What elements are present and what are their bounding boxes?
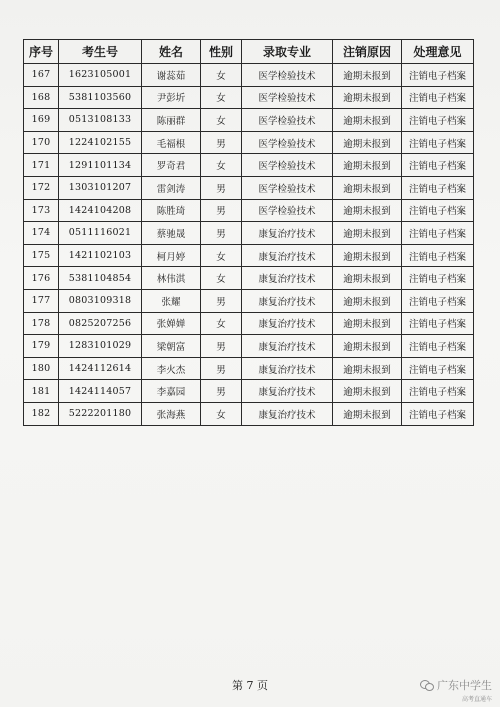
- header-cell-name: 姓名: [142, 40, 201, 64]
- cell-reason: 逾期未报到: [333, 154, 402, 177]
- cell-name: 张婵婵: [142, 312, 201, 335]
- cell-reason: 逾期未报到: [333, 199, 402, 222]
- cell-reason: 逾期未报到: [333, 380, 402, 403]
- cell-action: 注销电子档案: [402, 357, 474, 380]
- cell-gender: 男: [201, 335, 242, 358]
- cell-gender: 男: [201, 199, 242, 222]
- cell-reason: 逾期未报到: [333, 267, 402, 290]
- cell-exam-id: 5222201180: [59, 402, 142, 425]
- cell-name: 李火杰: [142, 357, 201, 380]
- watermark-name: 广东中学生: [437, 679, 492, 692]
- cell-exam-id: 1303101207: [59, 176, 142, 199]
- cell-exam-id: 0825207256: [59, 312, 142, 335]
- cell-exam-id: 0803109318: [59, 289, 142, 312]
- cell-action: 注销电子档案: [402, 380, 474, 403]
- cell-gender: 女: [201, 86, 242, 109]
- cell-major: 医学检验技术: [242, 154, 333, 177]
- cell-name: 谢蕊茹: [142, 64, 201, 87]
- header-row: [24, 40, 474, 64]
- cell-reason: 逾期未报到: [333, 176, 402, 199]
- cell-gender: 男: [201, 357, 242, 380]
- table-row: [24, 176, 474, 199]
- table-row: [24, 267, 474, 290]
- cell-action: 注销电子档案: [402, 289, 474, 312]
- cell-seq: 175: [24, 244, 59, 267]
- table-row: [24, 312, 474, 335]
- table-row: [24, 86, 474, 109]
- cell-exam-id: 5381104854: [59, 267, 142, 290]
- cell-action: 注销电子档案: [402, 109, 474, 132]
- cell-major: 医学检验技术: [242, 86, 333, 109]
- wechat-icon: [420, 680, 434, 691]
- cell-name: 陈丽群: [142, 109, 201, 132]
- cell-action: 注销电子档案: [402, 222, 474, 245]
- cell-action: 注销电子档案: [402, 199, 474, 222]
- cell-major: 康复治疗技术: [242, 222, 333, 245]
- cell-exam-id: 1424114057: [59, 380, 142, 403]
- cell-seq: 178: [24, 312, 59, 335]
- cell-name: 陈胜琦: [142, 199, 201, 222]
- table-row: [24, 199, 474, 222]
- cell-gender: 男: [201, 380, 242, 403]
- cell-gender: 女: [201, 154, 242, 177]
- cell-major: 康复治疗技术: [242, 402, 333, 425]
- cell-major: 康复治疗技术: [242, 357, 333, 380]
- table-row: [24, 154, 474, 177]
- table-row: [24, 289, 474, 312]
- table-row: [24, 357, 474, 380]
- cell-action: 注销电子档案: [402, 335, 474, 358]
- cell-reason: 逾期未报到: [333, 357, 402, 380]
- cell-major: 康复治疗技术: [242, 244, 333, 267]
- cell-major: 康复治疗技术: [242, 267, 333, 290]
- cell-major: 康复治疗技术: [242, 289, 333, 312]
- cell-name: 毛福根: [142, 131, 201, 154]
- cell-seq: 179: [24, 335, 59, 358]
- cell-action: 注销电子档案: [402, 244, 474, 267]
- cell-seq: 170: [24, 131, 59, 154]
- cell-seq: 167: [24, 64, 59, 87]
- cell-exam-id: 0513108133: [59, 109, 142, 132]
- cell-name: 柯月婷: [142, 244, 201, 267]
- cell-name: 张海燕: [142, 402, 201, 425]
- cell-exam-id: 1224102155: [59, 131, 142, 154]
- cell-reason: 逾期未报到: [333, 222, 402, 245]
- cell-gender: 男: [201, 222, 242, 245]
- cell-exam-id: 5381103560: [59, 86, 142, 109]
- table-row: [24, 335, 474, 358]
- cell-reason: 逾期未报到: [333, 289, 402, 312]
- cell-major: 医学检验技术: [242, 176, 333, 199]
- cell-gender: 女: [201, 312, 242, 335]
- page-number: 第 7 页: [232, 679, 268, 692]
- cell-name: 张耀: [142, 289, 201, 312]
- cell-gender: 男: [201, 131, 242, 154]
- cell-gender: 女: [201, 267, 242, 290]
- cancellation-table: [23, 39, 474, 426]
- table-row: [24, 109, 474, 132]
- header-cell-major: 录取专业: [242, 40, 333, 64]
- header-cell-action: 处理意见: [402, 40, 474, 64]
- cell-action: 注销电子档案: [402, 86, 474, 109]
- header-cell-seq: 序号: [24, 40, 59, 64]
- cell-major: 康复治疗技术: [242, 335, 333, 358]
- table-row: [24, 222, 474, 245]
- cell-seq: 171: [24, 154, 59, 177]
- cell-action: 注销电子档案: [402, 312, 474, 335]
- cell-major: 康复治疗技术: [242, 312, 333, 335]
- cell-major: 医学检验技术: [242, 64, 333, 87]
- table-body: [24, 64, 474, 426]
- cell-major: 医学检验技术: [242, 131, 333, 154]
- header-cell-gender: 性别: [201, 40, 242, 64]
- cell-exam-id: 1283101029: [59, 335, 142, 358]
- cell-seq: 181: [24, 380, 59, 403]
- cell-name: 罗奇君: [142, 154, 201, 177]
- cell-reason: 逾期未报到: [333, 86, 402, 109]
- cell-action: 注销电子档案: [402, 402, 474, 425]
- table-header: [24, 40, 474, 64]
- cell-exam-id: 0511116021: [59, 222, 142, 245]
- cell-gender: 女: [201, 64, 242, 87]
- cell-gender: 女: [201, 109, 242, 132]
- cell-seq: 180: [24, 357, 59, 380]
- cell-gender: 男: [201, 289, 242, 312]
- cell-major: 医学检验技术: [242, 199, 333, 222]
- watermark-subtitle: 高考直通车: [461, 696, 492, 703]
- cell-seq: 172: [24, 176, 59, 199]
- cell-action: 注销电子档案: [402, 64, 474, 87]
- cell-exam-id: 1291101134: [59, 154, 142, 177]
- cell-name: 蔡驰晟: [142, 222, 201, 245]
- cell-reason: 逾期未报到: [333, 244, 402, 267]
- cell-exam-id: 1424112614: [59, 357, 142, 380]
- cell-reason: 逾期未报到: [333, 109, 402, 132]
- cell-reason: 逾期未报到: [333, 312, 402, 335]
- cell-name: 尹彭圻: [142, 86, 201, 109]
- cell-major: 康复治疗技术: [242, 380, 333, 403]
- cell-name: 梁朝富: [142, 335, 201, 358]
- cell-name: 林伟淇: [142, 267, 201, 290]
- cell-seq: 174: [24, 222, 59, 245]
- cell-major: 医学检验技术: [242, 109, 333, 132]
- cell-gender: 女: [201, 244, 242, 267]
- header-cell-reason: 注销原因: [333, 40, 402, 64]
- table-row: [24, 244, 474, 267]
- watermark: [420, 677, 492, 703]
- cell-name: 李嘉园: [142, 380, 201, 403]
- table-row: [24, 64, 474, 87]
- cell-action: 注销电子档案: [402, 131, 474, 154]
- cell-action: 注销电子档案: [402, 267, 474, 290]
- cell-exam-id: 1421102103: [59, 244, 142, 267]
- cell-reason: 逾期未报到: [333, 402, 402, 425]
- cell-action: 注销电子档案: [402, 176, 474, 199]
- cell-seq: 177: [24, 289, 59, 312]
- cell-gender: 女: [201, 402, 242, 425]
- cell-reason: 逾期未报到: [333, 131, 402, 154]
- cell-gender: 男: [201, 176, 242, 199]
- cell-name: 雷剑涛: [142, 176, 201, 199]
- table-row: [24, 402, 474, 425]
- cell-seq: 168: [24, 86, 59, 109]
- cell-exam-id: 1424104208: [59, 199, 142, 222]
- cell-action: 注销电子档案: [402, 154, 474, 177]
- table-row: [24, 380, 474, 403]
- cell-seq: 173: [24, 199, 59, 222]
- header-cell-exam-id: 考生号: [59, 40, 142, 64]
- cell-seq: 169: [24, 109, 59, 132]
- cell-reason: 逾期未报到: [333, 64, 402, 87]
- cell-exam-id: 1623105001: [59, 64, 142, 87]
- cell-seq: 176: [24, 267, 59, 290]
- cell-reason: 逾期未报到: [333, 335, 402, 358]
- cell-seq: 182: [24, 402, 59, 425]
- table-row: [24, 131, 474, 154]
